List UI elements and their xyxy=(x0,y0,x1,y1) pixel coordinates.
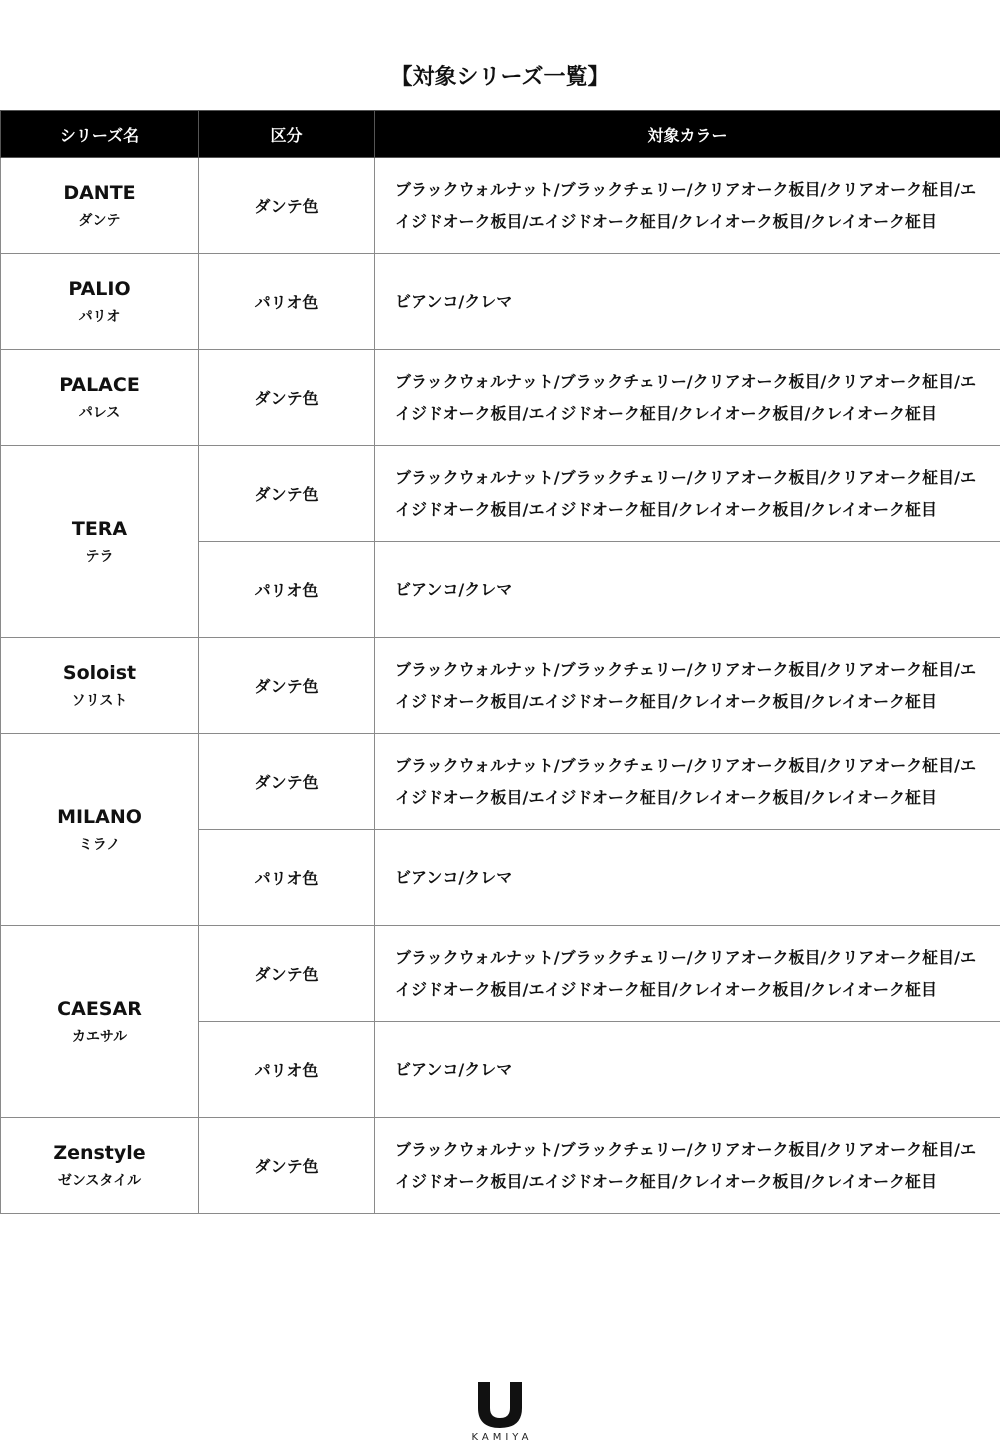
kubun-cell: ダンテ色 xyxy=(199,446,375,542)
color-cell: ビアンコ/クレマ xyxy=(375,830,1000,926)
series-name-ja: ゼンスタイル xyxy=(57,1172,142,1189)
series-cell-milano xyxy=(1,734,199,926)
color-cell: ブラックウォルナット/ブラックチェリー/クリアオーク板目/クリアオーク柾目/エイジドオーク板目/エイジドオーク柾目/クレイオーク板目/クレイオーク柾目 xyxy=(375,926,1000,1022)
kubun-cell: パリオ色 xyxy=(199,830,375,926)
color-cell: ブラックウォルナット/ブラックチェリー/クリアオーク板目/クリアオーク柾目/エイジドオーク板目/エイジドオーク柾目/クレイオーク板目/クレイオーク柾目 xyxy=(375,734,1000,830)
header-kubun: 区分 xyxy=(199,111,375,158)
kubun-cell: パリオ色 xyxy=(199,542,375,638)
series-cell-caesar xyxy=(1,926,199,1118)
series-name-ja: カエサル xyxy=(71,1028,128,1045)
kamiya-logo-icon xyxy=(470,1378,530,1430)
color-cell: ビアンコ/クレマ xyxy=(375,254,1000,350)
series-name-en: PALIO xyxy=(68,277,131,300)
table-row xyxy=(1,158,1000,254)
series-name-en: DANTE xyxy=(63,181,136,204)
kubun-cell: パリオ色 xyxy=(199,254,375,350)
series-name-en: Zenstyle xyxy=(53,1141,146,1164)
table-row xyxy=(1,1118,1000,1214)
table-row xyxy=(1,734,1000,830)
page-title: 【対象シリーズ一覧】 xyxy=(390,65,610,90)
header-colors: 対象カラー xyxy=(375,111,1000,158)
series-name-ja: ミラノ xyxy=(78,836,121,853)
series-name-ja: パレス xyxy=(78,404,121,421)
color-cell: ビアンコ/クレマ xyxy=(375,1022,1000,1118)
kubun-cell: ダンテ色 xyxy=(199,734,375,830)
series-name-en: PALACE xyxy=(59,373,140,396)
kubun-cell: ダンテ色 xyxy=(199,926,375,1022)
series-cell-palio xyxy=(1,254,199,350)
table-row xyxy=(1,350,1000,446)
series-name-en: CAESAR xyxy=(57,997,142,1020)
kubun-cell: ダンテ色 xyxy=(199,350,375,446)
color-cell: ブラックウォルナット/ブラックチェリー/クリアオーク板目/クリアオーク柾目/エイジドオーク板目/エイジドオーク柾目/クレイオーク板目/クレイオーク柾目 xyxy=(375,446,1000,542)
kubun-cell: ダンテ色 xyxy=(199,1118,375,1214)
series-name-ja: テラ xyxy=(85,548,114,565)
kamiya-logo-text: KAMIYA xyxy=(471,1432,533,1443)
series-cell-soloist xyxy=(1,638,199,734)
color-cell: ブラックウォルナット/ブラックチェリー/クリアオーク板目/クリアオーク柾目/エイジドオーク板目/エイジドオーク柾目/クレイオーク板目/クレイオーク柾目 xyxy=(375,1118,1000,1214)
series-table xyxy=(0,110,1000,1214)
table-row xyxy=(1,926,1000,1022)
header-series: シリーズ名 xyxy=(1,111,199,158)
color-cell: ブラックウォルナット/ブラックチェリー/クリアオーク板目/クリアオーク柾目/エイジドオーク板目/エイジドオーク柾目/クレイオーク板目/クレイオーク柾目 xyxy=(375,638,1000,734)
series-name-en: MILANO xyxy=(57,805,142,828)
series-cell-zenstyle xyxy=(1,1118,199,1214)
series-name-en: Soloist xyxy=(62,661,137,684)
kamiya-logo xyxy=(455,1378,545,1448)
table-row xyxy=(1,638,1000,734)
series-cell-dante xyxy=(1,158,199,254)
series-cell-palace xyxy=(1,350,199,446)
kubun-cell: ダンテ色 xyxy=(199,638,375,734)
color-cell: ブラックウォルナット/ブラックチェリー/クリアオーク板目/クリアオーク柾目/エイジドオーク板目/エイジドオーク柾目/クレイオーク板目/クレイオーク柾目 xyxy=(375,350,1000,446)
table-row xyxy=(1,446,1000,542)
series-name-ja: ソリスト xyxy=(71,692,128,709)
kubun-cell: パリオ色 xyxy=(199,1022,375,1118)
series-name-en: TERA xyxy=(71,517,128,540)
color-cell: ビアンコ/クレマ xyxy=(375,542,1000,638)
series-cell-tera xyxy=(1,446,199,638)
table-row xyxy=(1,254,1000,350)
table-header-row xyxy=(1,111,1000,158)
kubun-cell: ダンテ色 xyxy=(199,158,375,254)
series-name-ja: ダンテ xyxy=(78,212,121,229)
color-cell: ブラックウォルナット/ブラックチェリー/クリアオーク板目/クリアオーク柾目/エイジドオーク板目/エイジドオーク柾目/クレイオーク板目/クレイオーク柾目 xyxy=(375,158,1000,254)
series-name-ja: パリオ xyxy=(78,308,121,325)
